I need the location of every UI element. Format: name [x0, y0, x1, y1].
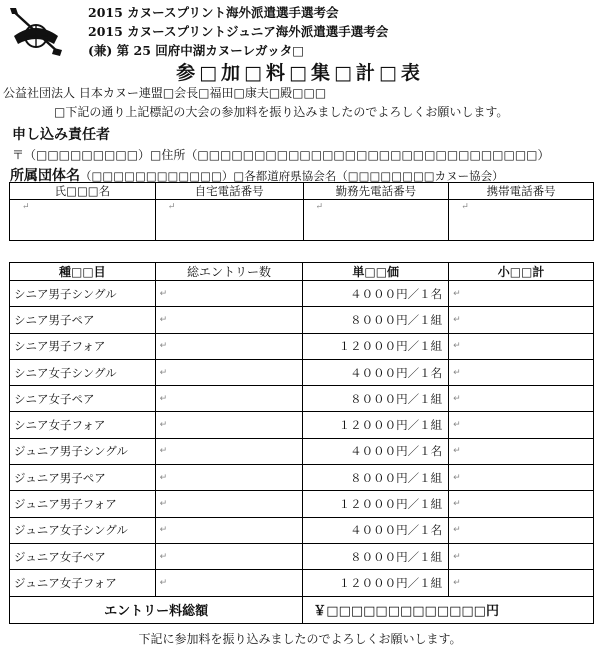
table-row — [10, 517, 594, 543]
table-row — [10, 570, 594, 596]
entries-cell[interactable]: ↵ — [155, 359, 303, 385]
fee-table — [9, 262, 594, 624]
subtotal-cell[interactable]: ↵ — [449, 281, 594, 307]
applicant-heading: 申し込み責任者 — [12, 127, 110, 143]
contact-entry-row — [10, 200, 594, 241]
contact-mobile-phone-cell[interactable]: ↵ — [449, 200, 594, 241]
address-line: 〒（□□□□□□□□□）□住所（□□□□□□□□□□□□□□□□□□□□□□□□□□□□□□） — [12, 148, 550, 162]
table-row — [10, 543, 594, 569]
header-line-3: (兼) 第 25 回府中湖カヌーレガッタ□ — [88, 43, 305, 58]
subtotal-cell[interactable]: ↵ — [449, 543, 594, 569]
contact-work-phone-cell[interactable]: ↵ — [303, 200, 449, 241]
table-row — [10, 281, 594, 307]
header-line-1: 2015 カヌースプリント海外派遣選手選考会 — [88, 5, 339, 20]
table-row — [10, 412, 594, 438]
subtotal-cell[interactable]: ↵ — [449, 438, 594, 464]
subtotal-cell[interactable]: ↵ — [449, 307, 594, 333]
contact-header-row — [10, 183, 594, 200]
contact-header-mobile-phone: 携帯電話番号 — [449, 183, 594, 200]
event-cell: ジュニア男子ペア — [10, 465, 156, 491]
entries-cell[interactable]: ↵ — [155, 517, 303, 543]
fee-header-subtotal: 小□□計 — [449, 263, 594, 281]
subtotal-cell[interactable]: ↵ — [449, 386, 594, 412]
fee-header-unit-price: 単□□価 — [303, 263, 449, 281]
unit-price-cell: ８０００円／１組 — [303, 543, 449, 569]
total-value[interactable]: ￥□□□□□□□□□□□□□円 — [303, 596, 594, 623]
event-cell: ジュニア男子シングル — [10, 438, 156, 464]
table-row — [10, 333, 594, 359]
contact-header-name: 氏□□□名 — [10, 183, 156, 200]
event-cell: ジュニア女子フォア — [10, 570, 156, 596]
entries-cell[interactable]: ↵ — [155, 570, 303, 596]
event-cell: ジュニア女子ペア — [10, 543, 156, 569]
entries-cell[interactable]: ↵ — [155, 412, 303, 438]
table-row — [10, 465, 594, 491]
subtotal-cell[interactable]: ↵ — [449, 491, 594, 517]
entries-cell[interactable]: ↵ — [155, 543, 303, 569]
event-cell: シニア女子フォア — [10, 412, 156, 438]
unit-price-cell: １２０００円／１組 — [303, 491, 449, 517]
subtotal-cell[interactable]: ↵ — [449, 359, 594, 385]
entries-cell[interactable]: ↵ — [155, 307, 303, 333]
contact-name-cell[interactable]: ↵ — [10, 200, 156, 241]
table-row — [10, 386, 594, 412]
addressee-line: 公益社団法人 日本カヌー連盟□会長□福田□康夫□殿□□□ — [3, 86, 327, 100]
contact-header-home-phone: 自宅電話番号 — [155, 183, 303, 200]
total-label: エントリー料総額 — [10, 596, 303, 623]
subtotal-cell[interactable]: ↵ — [449, 517, 594, 543]
contact-table — [9, 182, 594, 241]
unit-price-cell: １２０００円／１組 — [303, 412, 449, 438]
event-cell: シニア男子フォア — [10, 333, 156, 359]
organization-value: （□□□□□□□□□□□□）□各都道府県協会名（□□□□□□□□カヌー協会） — [80, 169, 504, 183]
intro-text: □下記の通り上記標記の大会の参加料を振り込みましたのでよろしくお願いします。 — [54, 105, 509, 119]
unit-price-cell: ８０００円／１組 — [303, 386, 449, 412]
fee-header-row — [10, 263, 594, 281]
table-row — [10, 438, 594, 464]
header-line-2: 2015 カヌースプリントジュニア海外派遣選手選考会 — [88, 24, 389, 39]
event-cell: シニア女子ペア — [10, 386, 156, 412]
event-cell: シニア女子シングル — [10, 359, 156, 385]
subtotal-cell[interactable]: ↵ — [449, 570, 594, 596]
entries-cell[interactable]: ↵ — [155, 386, 303, 412]
event-cell: ジュニア女子シングル — [10, 517, 156, 543]
table-row — [10, 359, 594, 385]
page-title: 参□加□料□集□計□表 — [176, 62, 424, 84]
table-row — [10, 307, 594, 333]
entries-cell[interactable]: ↵ — [155, 465, 303, 491]
unit-price-cell: ４０００円／１名 — [303, 438, 449, 464]
entries-cell[interactable]: ↵ — [155, 281, 303, 307]
entries-cell[interactable]: ↵ — [155, 333, 303, 359]
unit-price-cell: １２０００円／１組 — [303, 333, 449, 359]
subtotal-cell[interactable]: ↵ — [449, 465, 594, 491]
fee-header-entries: 総エントリー数 — [155, 263, 303, 281]
fee-header-event: 種□□目 — [10, 263, 156, 281]
contact-header-work-phone: 勤務先電話番号 — [303, 183, 449, 200]
entries-cell[interactable]: ↵ — [155, 491, 303, 517]
unit-price-cell: ８０００円／１組 — [303, 465, 449, 491]
federation-logo — [8, 6, 64, 56]
unit-price-cell: ４０００円／１名 — [303, 359, 449, 385]
unit-price-cell: ４０００円／１名 — [303, 517, 449, 543]
unit-price-cell: １２０００円／１組 — [303, 570, 449, 596]
unit-price-cell: ８０００円／１組 — [303, 307, 449, 333]
event-cell: シニア男子シングル — [10, 281, 156, 307]
organization-label: 所属団体名 — [10, 168, 80, 184]
entries-cell[interactable]: ↵ — [155, 438, 303, 464]
event-cell: ジュニア男子フォア — [10, 491, 156, 517]
total-row — [10, 596, 594, 623]
subtotal-cell[interactable]: ↵ — [449, 412, 594, 438]
table-row — [10, 491, 594, 517]
subtotal-cell[interactable]: ↵ — [449, 333, 594, 359]
event-cell: シニア男子ペア — [10, 307, 156, 333]
unit-price-cell: ４０００円／１名 — [303, 281, 449, 307]
footer-text: 下記に参加料を振り込みましたのでよろしくお願いします。 — [138, 632, 462, 646]
contact-home-phone-cell[interactable]: ↵ — [155, 200, 303, 241]
